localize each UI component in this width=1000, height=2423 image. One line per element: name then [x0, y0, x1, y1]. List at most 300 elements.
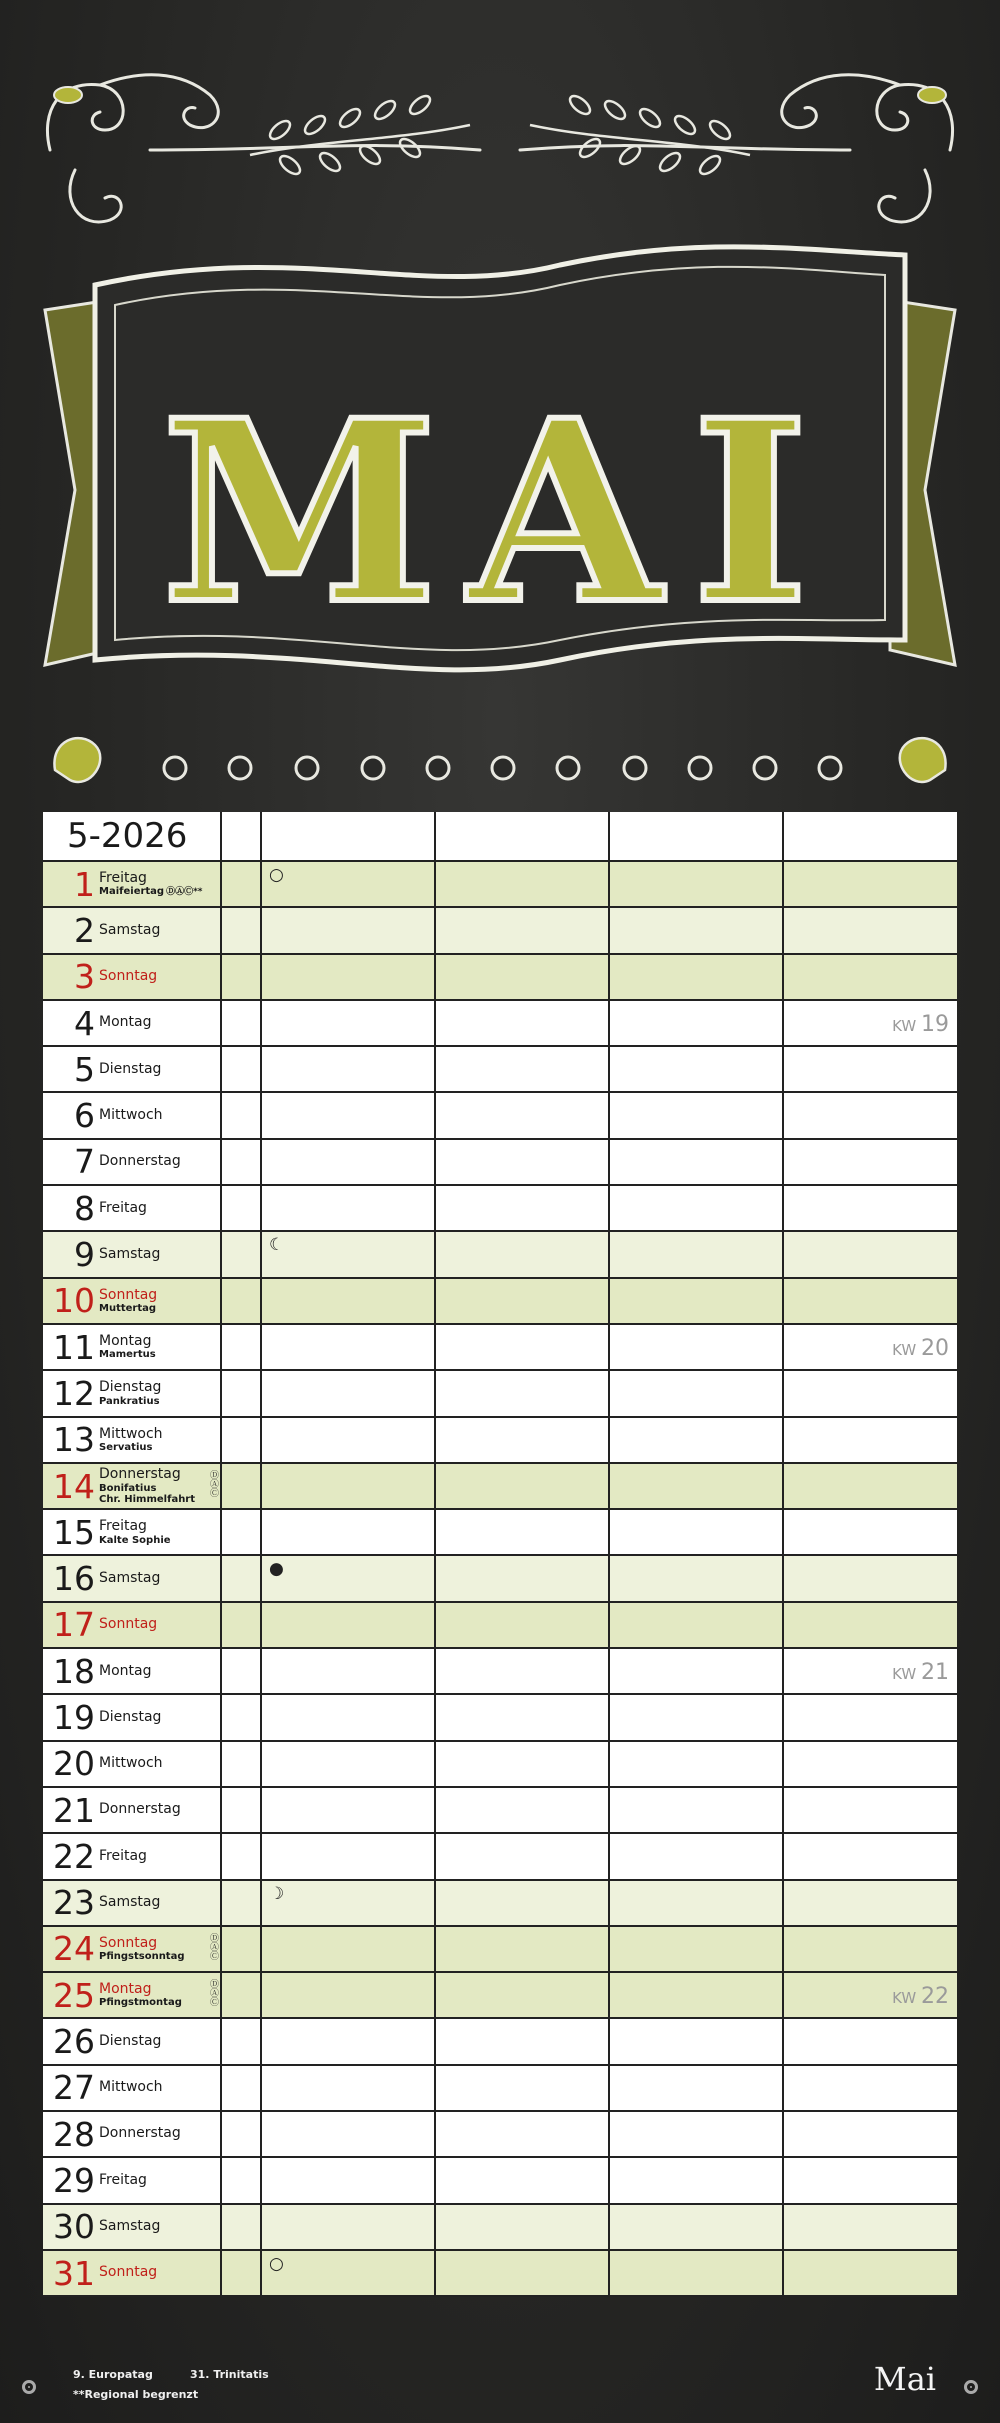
weekday-label: Samstag [99, 921, 161, 938]
entry-cell[interactable] [434, 2251, 608, 2295]
day-label-cell [43, 1742, 220, 1786]
day-label-cell [43, 2112, 220, 2156]
day-label-cell [43, 862, 220, 906]
entry-cell[interactable] [608, 1279, 782, 1323]
narrow-cell [220, 2158, 260, 2202]
entry-cell[interactable] [260, 908, 434, 952]
day-number: 20 [53, 1744, 95, 1784]
entry-cell[interactable] [434, 1742, 608, 1786]
day-number: 30 [53, 2207, 95, 2247]
entry-cell[interactable] [434, 1927, 608, 1971]
hanging-hole-icon [964, 2380, 978, 2394]
day-info [99, 969, 157, 984]
entry-cell[interactable] [608, 1418, 782, 1462]
entry-cell[interactable] [260, 1556, 434, 1600]
day-label-cell [43, 1510, 220, 1554]
entry-cell[interactable] [434, 1603, 608, 1647]
entry-cell[interactable] [608, 862, 782, 906]
holiday-label [99, 1396, 161, 1407]
day-number: 18 [53, 1651, 95, 1691]
entry-cell[interactable] [434, 862, 608, 906]
day-info [99, 871, 203, 898]
entry-cell[interactable] [260, 1834, 434, 1878]
entry-cell[interactable] [608, 2158, 782, 2202]
entry-cell[interactable] [260, 2251, 434, 2295]
kw-prefix: KW [892, 1665, 917, 1684]
day-number: 17 [53, 1605, 95, 1645]
entry-cell[interactable] [782, 1788, 957, 1832]
entry-cell[interactable] [782, 1371, 957, 1415]
day-label-cell [43, 1325, 220, 1369]
entry-cell[interactable] [260, 1881, 434, 1925]
entry-cell[interactable] [782, 1279, 957, 1323]
day-number: 3 [74, 957, 95, 997]
footnote-trinitatis: 31. Trinitatis [190, 2368, 269, 2381]
moon-phase-icon: ☽ [269, 1883, 285, 1904]
day-row [43, 2066, 957, 2112]
day-number: 4 [74, 1003, 95, 1043]
entry-cell[interactable] [608, 2066, 782, 2110]
day-info [99, 1427, 163, 1453]
kw-number: 20 [921, 1335, 949, 1361]
day-info [99, 923, 160, 938]
day-row [43, 1881, 957, 1927]
day-row [43, 1232, 957, 1278]
entry-cell[interactable] [260, 1279, 434, 1323]
entry-cell[interactable] [260, 2066, 434, 2110]
flourish-right-icon [520, 75, 953, 222]
entry-cell[interactable] [608, 1371, 782, 1415]
entry-cell[interactable] [260, 1325, 434, 1369]
entry-cell[interactable] [434, 908, 608, 952]
entry-cell[interactable] [782, 1510, 957, 1554]
weekday-label: Donnerstag [99, 1153, 181, 1170]
entry-cell[interactable] [782, 1742, 957, 1786]
calendar-week-label [892, 1336, 949, 1361]
entry-cell[interactable] [782, 955, 957, 999]
entry-cell[interactable] [434, 2158, 608, 2202]
weekday-label: Freitag [99, 1518, 147, 1535]
weekday-label: Montag [99, 1332, 152, 1349]
header-column[interactable] [608, 812, 782, 860]
day-info [99, 1571, 160, 1586]
day-label-cell [43, 1603, 220, 1647]
weekday-label: Montag [99, 1662, 152, 1679]
entry-cell[interactable] [608, 1695, 782, 1739]
day-info [99, 1895, 160, 1910]
state-symbols: ⒹⒶⒸ [208, 1469, 218, 1497]
calendar-week-label [892, 1012, 949, 1037]
entry-cell[interactable] [434, 2112, 608, 2156]
entry-cell[interactable] [608, 1881, 782, 1925]
entry-cell[interactable] [260, 862, 434, 906]
narrow-cell [220, 1556, 260, 1600]
entry-cell[interactable] [434, 1047, 608, 1091]
day-row [43, 1510, 957, 1556]
narrow-cell [220, 1140, 260, 1184]
entry-cell[interactable] [782, 1973, 957, 2017]
entry-cell[interactable] [260, 955, 434, 999]
day-number: 7 [74, 1142, 95, 1182]
day-row [43, 1695, 957, 1741]
day-info [99, 1756, 163, 1771]
weekday-label: Donnerstag [99, 1801, 181, 1818]
entry-cell[interactable] [434, 1001, 608, 1045]
day-label-cell [43, 1927, 220, 1971]
holiday-label [99, 1303, 157, 1314]
entry-cell[interactable] [782, 1603, 957, 1647]
narrow-cell [220, 1279, 260, 1323]
entry-cell[interactable] [434, 1695, 608, 1739]
narrow-cell [220, 1649, 260, 1693]
weekday-label: Donnerstag [99, 2125, 181, 2142]
narrow-cell [220, 1093, 260, 1137]
entry-cell[interactable] [434, 955, 608, 999]
entry-cell[interactable] [608, 1834, 782, 1878]
entry-cell[interactable] [608, 1788, 782, 1832]
entry-cell[interactable] [782, 1093, 957, 1137]
narrow-cell [220, 1742, 260, 1786]
narrow-cell [220, 955, 260, 999]
day-row [43, 1603, 957, 1649]
day-row [43, 1788, 957, 1834]
day-number: 22 [53, 1836, 95, 1876]
entry-cell[interactable] [608, 2019, 782, 2063]
day-label-cell [43, 2251, 220, 2295]
entry-cell[interactable] [608, 908, 782, 952]
state-symbols: ⒹⒶⒸ [208, 1932, 218, 1960]
entry-cell[interactable] [260, 1047, 434, 1091]
day-row [43, 1649, 957, 1695]
header-column[interactable] [260, 812, 434, 860]
narrow-cell [220, 1603, 260, 1647]
day-info [99, 2173, 147, 2188]
entry-cell[interactable] [434, 2205, 608, 2249]
entry-cell[interactable] [608, 1140, 782, 1184]
entry-cell[interactable] [608, 1973, 782, 2017]
day-info [99, 1849, 147, 1864]
weekday-label: Mittwoch [99, 1106, 163, 1123]
day-label-cell [43, 1556, 220, 1600]
day-number: 19 [53, 1697, 95, 1737]
entry-cell[interactable] [782, 2251, 957, 2295]
day-row [43, 1742, 957, 1788]
kw-prefix: KW [892, 1340, 917, 1359]
day-info [99, 1467, 195, 1504]
entry-cell[interactable] [260, 2205, 434, 2249]
entry-cell[interactable] [782, 1927, 957, 1971]
narrow-cell [220, 1834, 260, 1878]
entry-cell[interactable] [782, 1186, 957, 1230]
entry-cell[interactable] [434, 1232, 608, 1276]
entry-cell[interactable] [782, 1834, 957, 1878]
weekday-label: Samstag [99, 1569, 161, 1586]
day-row [43, 2158, 957, 2204]
holiday-text: Servatius [99, 1441, 153, 1453]
day-info [99, 2034, 161, 2049]
day-number: 15 [53, 1512, 95, 1552]
day-number: 26 [53, 2022, 95, 2062]
day-row [43, 1001, 957, 1047]
entry-cell[interactable] [434, 1510, 608, 1554]
day-label-cell [43, 1695, 220, 1739]
entry-cell[interactable] [782, 1464, 957, 1508]
header-column[interactable] [782, 812, 957, 860]
day-label-cell [43, 2019, 220, 2063]
holiday-label [99, 1483, 195, 1494]
weekday-label: Freitag [99, 869, 147, 886]
day-info [99, 1108, 163, 1123]
entry-cell[interactable] [608, 1556, 782, 1600]
kw-prefix: KW [892, 1989, 917, 2008]
entry-cell[interactable] [434, 1418, 608, 1462]
day-label-cell [43, 1047, 220, 1091]
entry-cell[interactable] [260, 1186, 434, 1230]
narrow-cell [220, 1418, 260, 1462]
day-number: 14 [53, 1466, 95, 1506]
holiday-label [99, 1535, 171, 1546]
entry-cell[interactable] [782, 2066, 957, 2110]
day-row [43, 862, 957, 908]
day-info [99, 2265, 157, 2280]
moon-phase-icon: ○ [269, 865, 284, 885]
entry-cell[interactable] [434, 1834, 608, 1878]
entry-cell[interactable] [782, 1695, 957, 1739]
year-label: 5-2026 [67, 816, 188, 856]
entry-cell[interactable] [608, 1325, 782, 1369]
day-info [99, 1664, 151, 1679]
day-label-cell [43, 1788, 220, 1832]
day-row [43, 955, 957, 1001]
day-label-cell [43, 1371, 220, 1415]
day-row [43, 1418, 957, 1464]
entry-cell[interactable] [782, 2158, 957, 2202]
header-column[interactable] [434, 812, 608, 860]
holiday-text: Pfingstmontag [99, 1997, 182, 2009]
entry-cell[interactable] [434, 1788, 608, 1832]
day-number: 24 [53, 1929, 95, 1969]
entry-cell[interactable] [782, 1325, 957, 1369]
weekday-label: Dienstag [99, 2032, 162, 2049]
weekday-label: Montag [99, 1014, 152, 1031]
entry-cell[interactable] [782, 1418, 957, 1462]
narrow-cell [220, 2066, 260, 2110]
entry-cell[interactable] [608, 1232, 782, 1276]
day-info [99, 1062, 161, 1077]
day-row [43, 1556, 957, 1602]
entry-cell[interactable] [434, 1371, 608, 1415]
entry-cell[interactable] [608, 1510, 782, 1554]
entry-cell[interactable] [608, 1001, 782, 1045]
day-number: 25 [53, 1975, 95, 2015]
entry-cell[interactable] [782, 2112, 957, 2156]
holiday-label [99, 1442, 163, 1453]
holiday-text: Maifeiertag [99, 885, 165, 897]
calendar-week-label [892, 1984, 949, 2009]
weekday-label: Samstag [99, 1245, 161, 1262]
entry-cell[interactable] [260, 1093, 434, 1137]
flourish-left-icon [47, 75, 480, 222]
weekday-label: Sonntag [99, 1286, 158, 1303]
day-label-cell [43, 1649, 220, 1693]
day-number: 21 [53, 1790, 95, 1830]
entry-cell[interactable] [260, 1927, 434, 1971]
day-info [99, 2219, 160, 2234]
entry-cell[interactable] [260, 1742, 434, 1786]
day-number: 29 [53, 2160, 95, 2200]
entry-cell[interactable] [608, 2251, 782, 2295]
day-number: 9 [74, 1235, 95, 1275]
entry-cell[interactable] [434, 1973, 608, 2017]
entry-cell[interactable] [260, 2019, 434, 2063]
entry-cell[interactable] [608, 1603, 782, 1647]
entry-cell[interactable] [260, 1371, 434, 1415]
day-label-cell [43, 2158, 220, 2202]
day-row [43, 2205, 957, 2251]
day-row [43, 1093, 957, 1139]
entry-cell[interactable] [434, 1140, 608, 1184]
day-info [99, 1380, 161, 1406]
day-number: 27 [53, 2068, 95, 2108]
entry-cell[interactable] [434, 1325, 608, 1369]
day-number: 5 [74, 1049, 95, 1089]
entry-cell[interactable] [260, 1510, 434, 1554]
kw-number: 21 [921, 1660, 949, 1686]
day-row [43, 1371, 957, 1417]
entry-cell[interactable] [782, 1140, 957, 1184]
day-info [99, 1519, 171, 1545]
entry-cell[interactable] [608, 1464, 782, 1508]
day-label-cell [43, 1464, 220, 1508]
entry-cell[interactable] [434, 1881, 608, 1925]
day-info [99, 1982, 182, 2008]
holiday-label [99, 1349, 156, 1360]
moon-phase-icon: ○ [269, 2253, 284, 2274]
holiday-text: Bonifatius [99, 1482, 157, 1494]
day-info [99, 2080, 163, 2095]
day-label-cell [43, 1279, 220, 1323]
entry-cell[interactable] [260, 2112, 434, 2156]
entry-cell[interactable] [782, 908, 957, 952]
weekday-label: Dienstag [99, 1379, 162, 1396]
entry-cell[interactable] [434, 1279, 608, 1323]
entry-cell[interactable] [782, 2019, 957, 2063]
day-row [43, 2019, 957, 2065]
entry-cell[interactable] [260, 1001, 434, 1045]
day-number: 16 [53, 1559, 95, 1599]
narrow-cell [220, 1001, 260, 1045]
day-number: 11 [53, 1327, 95, 1367]
holiday-label-secondary: Chr. Himmelfahrt [99, 1493, 196, 1505]
footnote-europatag: 9. Europatag [73, 2368, 153, 2381]
entry-cell[interactable] [434, 1186, 608, 1230]
entry-cell[interactable] [608, 1742, 782, 1786]
flower-row-icon [164, 757, 841, 779]
leaf-sprig-left-icon [250, 93, 470, 178]
entry-cell[interactable] [608, 1186, 782, 1230]
entry-cell[interactable] [434, 2019, 608, 2063]
entry-cell[interactable] [260, 1973, 434, 2017]
entry-cell[interactable] [608, 955, 782, 999]
entry-cell[interactable] [608, 1047, 782, 1091]
entry-cell[interactable] [260, 1603, 434, 1647]
holiday-text: Kalte Sophie [99, 1534, 171, 1546]
narrow-cell [220, 908, 260, 952]
day-info [99, 1710, 161, 1725]
entry-cell[interactable] [434, 1093, 608, 1137]
entry-cell[interactable] [782, 1881, 957, 1925]
weekday-label: Sonntag [99, 1934, 158, 1951]
day-label-cell [43, 1973, 220, 2017]
entry-cell[interactable] [260, 2158, 434, 2202]
day-label-cell [43, 1093, 220, 1137]
narrow-cell [220, 2112, 260, 2156]
day-label-cell [43, 1001, 220, 1045]
kw-number: 22 [921, 1984, 949, 2010]
entry-cell[interactable] [782, 1232, 957, 1276]
entry-cell[interactable] [782, 1556, 957, 1600]
weekday-label: Sonntag [99, 2264, 158, 2281]
entry-cell[interactable] [434, 1464, 608, 1508]
weekday-label: Sonntag [99, 968, 158, 985]
narrow-cell [220, 2251, 260, 2295]
weekday-label: Freitag [99, 2171, 147, 2188]
entry-cell[interactable] [782, 1649, 957, 1693]
entry-cell[interactable] [608, 2112, 782, 2156]
day-row [43, 1464, 957, 1510]
state-symbols: ⒹⒶⒸ** [166, 886, 203, 897]
narrow-cell [220, 1232, 260, 1276]
entry-cell[interactable] [608, 2205, 782, 2249]
entry-cell[interactable] [782, 1047, 957, 1091]
holiday-text: Muttertag [99, 1303, 157, 1315]
narrow-cell [220, 862, 260, 906]
day-number: 31 [53, 2253, 95, 2293]
entry-cell[interactable] [608, 1093, 782, 1137]
day-row [43, 1973, 957, 2019]
entry-cell[interactable] [434, 1649, 608, 1693]
footer-month-label: Mai [873, 2360, 936, 2398]
narrow-cell [220, 1371, 260, 1415]
entry-cell[interactable] [608, 1927, 782, 1971]
entry-cell[interactable] [260, 1464, 434, 1508]
weekday-label: Dienstag [99, 1060, 162, 1077]
entry-cell[interactable] [260, 1418, 434, 1462]
hanging-hole-icon [22, 2380, 36, 2394]
entry-cell[interactable] [782, 2205, 957, 2249]
day-label-cell [43, 1418, 220, 1462]
entry-cell[interactable] [260, 1695, 434, 1739]
entry-cell[interactable] [260, 1232, 434, 1276]
entry-cell[interactable] [260, 1649, 434, 1693]
entry-cell[interactable] [782, 1001, 957, 1045]
entry-cell[interactable] [782, 862, 957, 906]
holiday-text: Pankratius [99, 1395, 160, 1407]
day-info [99, 1154, 181, 1169]
narrow-cell [220, 1973, 260, 2017]
day-number: 6 [74, 1096, 95, 1136]
entry-cell[interactable] [608, 1649, 782, 1693]
weekday-label: Sonntag [99, 1616, 158, 1633]
day-row [43, 1325, 957, 1371]
calendar-header-row [43, 812, 957, 862]
entry-cell[interactable] [260, 1788, 434, 1832]
entry-cell[interactable] [260, 1140, 434, 1184]
entry-cell[interactable] [434, 1556, 608, 1600]
state-symbols: ⒹⒶⒸ [208, 1979, 218, 2007]
day-label-cell [43, 1834, 220, 1878]
entry-cell[interactable] [434, 2066, 608, 2110]
